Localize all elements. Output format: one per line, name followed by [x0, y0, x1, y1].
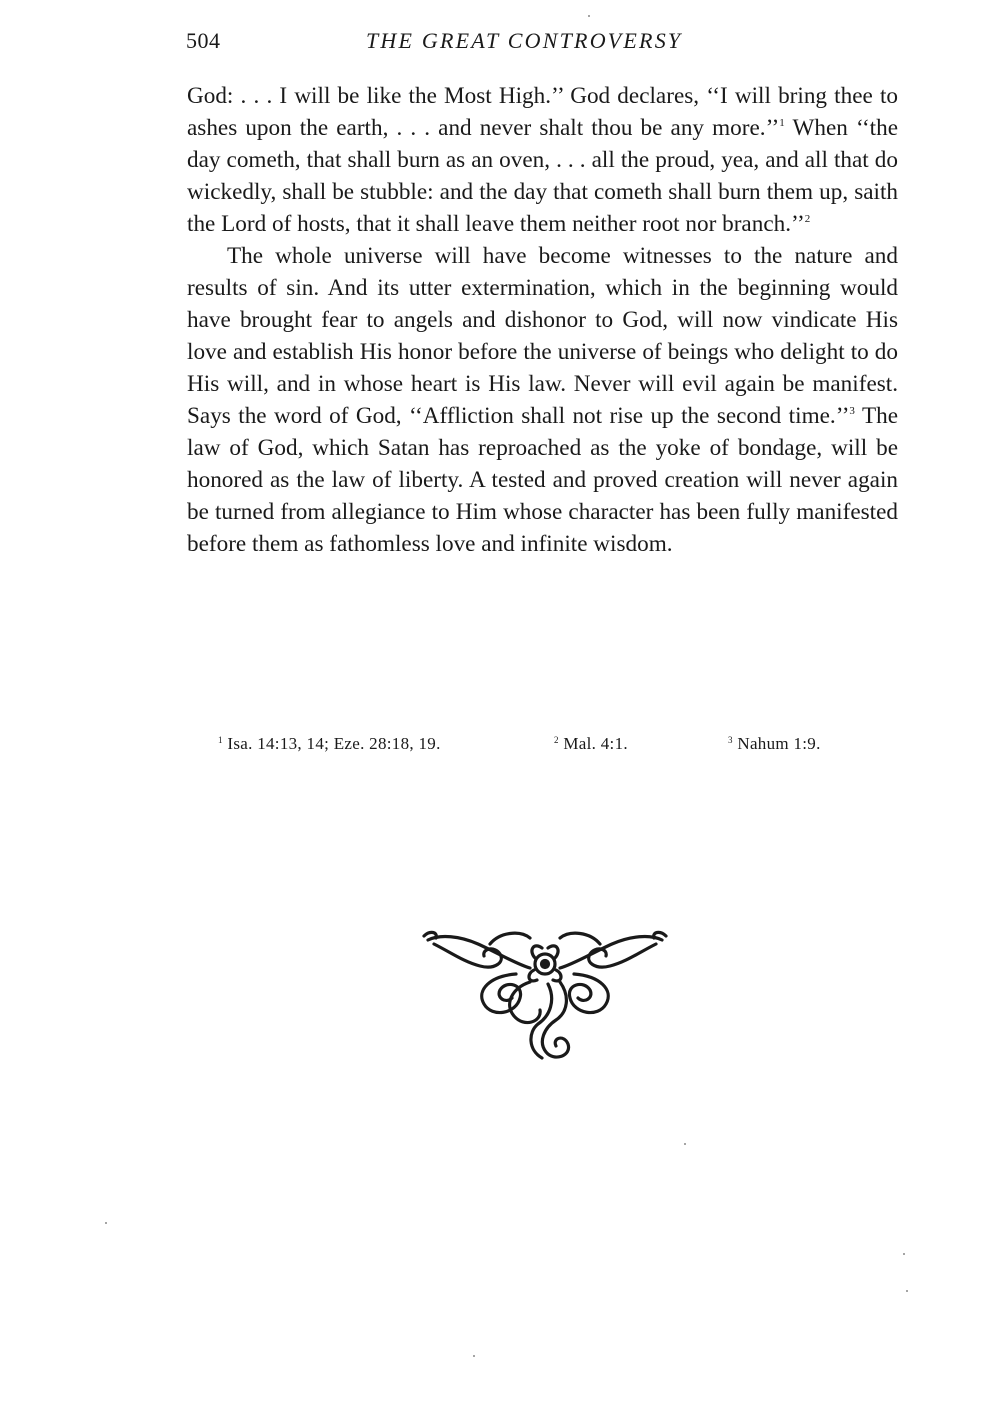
scan-speck [588, 15, 590, 17]
scan-speck [684, 1143, 686, 1145]
footnote-text: Mal. 4:1. [563, 734, 628, 753]
paragraph-1 [187, 80, 898, 240]
scan-speck [105, 1222, 107, 1224]
footnote-text: Isa. 14:13, 14; Eze. 28:18, 19. [227, 734, 441, 753]
page-number: 504 [186, 28, 221, 53]
paragraph-text: The whole universe will have become witnesses to the nature and results of sin. And its utter extermination, which in the beginning would have brought fear to angels and dishonor to God, will now vindicate His love and establish His honor before the universe of beings who delight to do His will, and in whose heart is His law. Never will evil again be manifest. Says the word of God, ‘‘Affliction shall not rise up the second time.’’ [187, 243, 898, 429]
footnote-mark: 2 [554, 735, 559, 745]
footnote-mark: 3 [728, 735, 733, 745]
scan-speck [906, 1290, 908, 1292]
floral-ornament-icon [420, 924, 670, 1064]
footnote-2 [554, 734, 628, 754]
body-text [187, 80, 898, 560]
running-header [186, 28, 900, 62]
scan-speck [473, 1355, 475, 1357]
footnote-mark: 1 [218, 735, 223, 745]
footnote-1 [218, 734, 441, 754]
footnote-text: Nahum 1:9. [737, 734, 821, 753]
footnote-3 [728, 734, 821, 754]
paragraph-text: God: . . . I will be like the Most High.’’ God declares, ‘‘I will bring thee to ashes upon the earth, . . . and never shalt thou be any more.’’ [187, 83, 898, 141]
footnote-ref-3: 3 [849, 405, 855, 417]
paragraph-text: The law of God, which Satan has reproached as the yoke of bondage, will be honored as the law of liberty. A tested and proved creation will never again be turned from allegiance to Him whose character has been fully manifested before them as fathomless love and infinite wisdom. [187, 403, 898, 557]
paragraph-2 [187, 240, 898, 560]
scan-speck [903, 1253, 905, 1255]
running-title: THE GREAT CONTROVERSY [366, 28, 683, 53]
footnote-ref-2: 2 [804, 213, 811, 225]
footnote-ref-1: 1 [779, 117, 785, 129]
paragraph-text: When ‘‘the day cometh, that shall burn as an oven, . . . all the proud, yea, and all that do wickedly, shall be stubble: and the day that cometh shall burn them up, saith the Lord of hosts, that it shall leave them neither root nor branch.’’ [187, 115, 898, 237]
